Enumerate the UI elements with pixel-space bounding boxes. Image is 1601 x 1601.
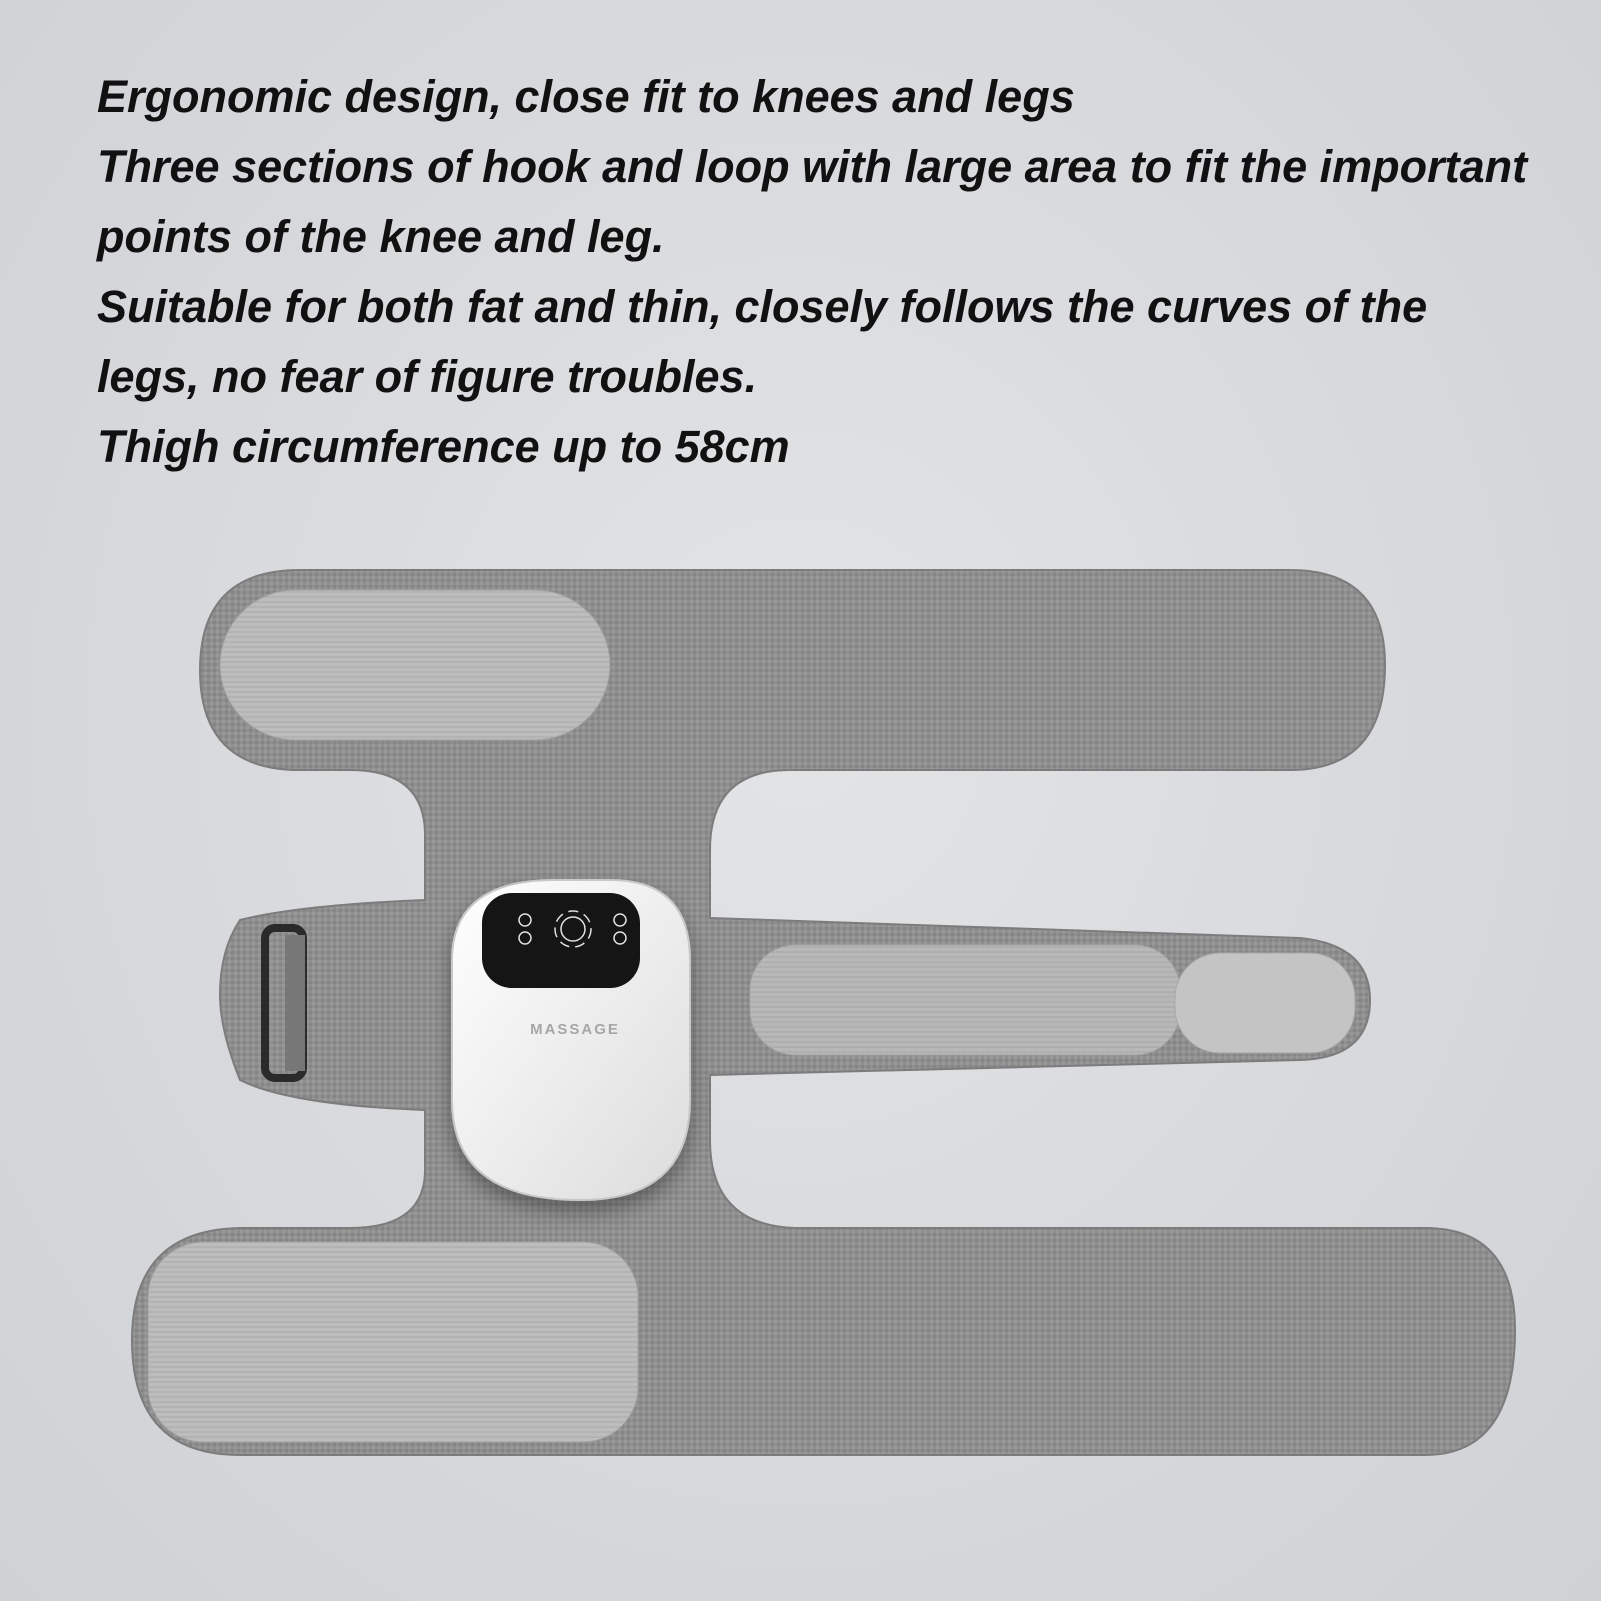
device-brand-text: MASSAGE <box>530 1021 620 1038</box>
feature-circumference: Thigh circumference up to 58cm <box>97 421 790 472</box>
knee-massager-image <box>0 540 1601 1480</box>
hook-loop-tab <box>1175 953 1355 1053</box>
hook-loop-patch-middle <box>750 945 1180 1055</box>
feature-ergonomic: Ergonomic design, close fit to knees and legs <box>97 71 1075 122</box>
control-panel <box>482 893 640 988</box>
feature-hook-loop: Three sections of hook and loop with large area to fit the important points of the knee and leg. <box>97 141 1528 262</box>
hook-loop-patch-top <box>220 590 610 740</box>
hook-loop-patch-bottom <box>148 1242 638 1442</box>
feature-fit: Suitable for both fat and thin, closely follows the curves of the legs, no fear of figure troubles. <box>97 281 1428 402</box>
feature-list <box>97 62 1537 482</box>
